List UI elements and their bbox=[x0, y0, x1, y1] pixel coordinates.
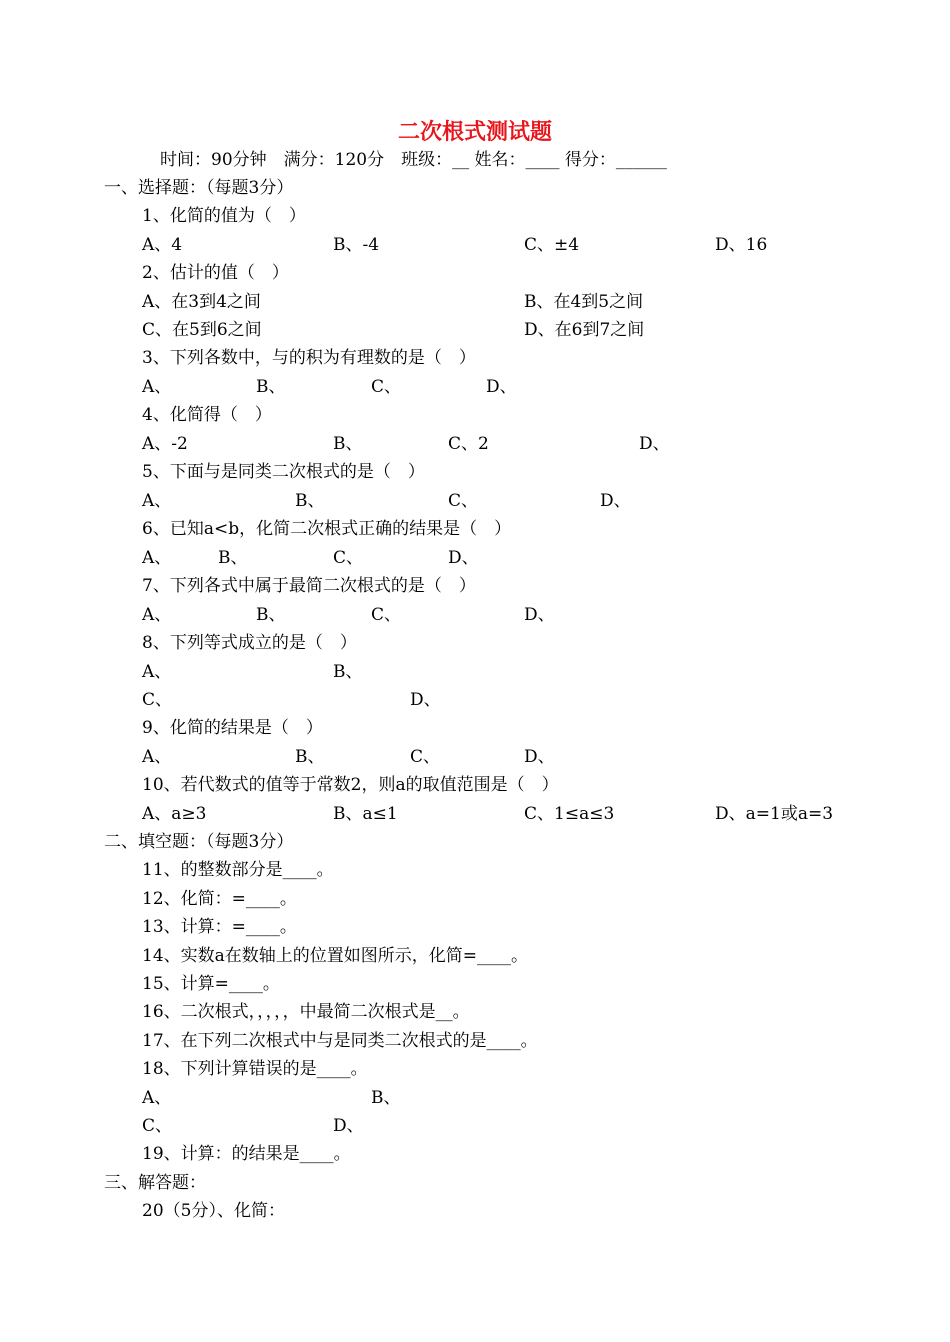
question-5: 5、下面与是同类二次根式的是（ ） bbox=[142, 462, 425, 482]
q10-option-c: C、1≤a≤3 bbox=[524, 804, 615, 824]
page-title: 二次根式测试题 bbox=[397, 119, 552, 145]
q9-option-b: B、 bbox=[295, 747, 325, 767]
q8-option-a: A、 bbox=[142, 662, 172, 682]
section-fill-heading: 二、填空题：（每题3分） bbox=[104, 832, 294, 852]
q6-option-d: D、 bbox=[448, 548, 479, 568]
q1-option-a: A、4 bbox=[142, 235, 183, 255]
question-7: 7、下列各式中属于最简二次根式的是（ ） bbox=[142, 576, 476, 596]
q1-option-d: D、16 bbox=[715, 235, 768, 255]
q5-option-d: D、 bbox=[600, 491, 631, 511]
q3-option-c: C、 bbox=[371, 377, 402, 397]
q4-option-b: B、 bbox=[333, 434, 363, 454]
section-choice-heading: 一、选择题：（每题3分） bbox=[104, 178, 294, 198]
q9-option-c: C、 bbox=[410, 747, 441, 767]
question-6: 6、已知a<b，化简二次根式正确的结果是（ ） bbox=[142, 519, 512, 539]
q10-option-d: D、a=1或a=3 bbox=[715, 804, 834, 824]
q18-option-a: A、 bbox=[142, 1088, 172, 1108]
q7-option-c: C、 bbox=[371, 605, 402, 625]
question-1: 1、化简的值为（ ） bbox=[142, 206, 306, 226]
q6-option-c: C、 bbox=[333, 548, 364, 568]
question-18: 18、下列计算错误的是____。 bbox=[142, 1059, 368, 1079]
q5-option-b: B、 bbox=[295, 491, 325, 511]
q4-option-c: C、2 bbox=[448, 434, 489, 454]
q8-option-b: B、 bbox=[333, 662, 363, 682]
question-15: 15、计算=____。 bbox=[142, 974, 280, 994]
q7-option-d: D、 bbox=[524, 605, 555, 625]
question-2: 2、估计的值（ ） bbox=[142, 263, 289, 283]
q1-option-b: B、-4 bbox=[333, 235, 380, 255]
q1-option-c: C、±4 bbox=[524, 235, 580, 255]
question-11: 11、的整数部分是____。 bbox=[142, 860, 334, 880]
q2-option-d: D、在6到7之间 bbox=[524, 320, 645, 340]
question-10: 10、若代数式的值等于常数2，则a的取值范围是（ ） bbox=[142, 775, 559, 795]
q5-option-a: A、 bbox=[142, 491, 172, 511]
question-13: 13、计算：=____。 bbox=[142, 917, 297, 937]
question-17: 17、在下列二次根式中与是同类二次根式的是____。 bbox=[142, 1031, 538, 1051]
q8-option-c: C、 bbox=[142, 690, 173, 710]
q18-option-c: C、 bbox=[142, 1116, 173, 1136]
q3-option-a: A、 bbox=[142, 377, 172, 397]
q7-option-b: B、 bbox=[256, 605, 286, 625]
question-19: 19、计算：的结果是____。 bbox=[142, 1144, 351, 1164]
q3-option-d: D、 bbox=[486, 377, 517, 397]
q4-option-d: D、 bbox=[639, 434, 670, 454]
question-8: 8、下列等式成立的是（ ） bbox=[142, 633, 357, 653]
q18-option-d: D、 bbox=[333, 1116, 364, 1136]
q9-option-d: D、 bbox=[524, 747, 555, 767]
exam-info-line: 时间：90分钟 满分：120分 班级：__ 姓名：____ 得分：______ bbox=[160, 150, 667, 170]
question-20: 20（5分）、化简： bbox=[142, 1201, 285, 1221]
section-answer-heading: 三、解答题： bbox=[104, 1173, 206, 1193]
q6-option-a: A、 bbox=[142, 548, 172, 568]
q7-option-a: A、 bbox=[142, 605, 172, 625]
q2-option-c: C、在5到6之间 bbox=[142, 320, 262, 340]
q9-option-a: A、 bbox=[142, 747, 172, 767]
question-4: 4、化简得（ ） bbox=[142, 405, 272, 425]
q5-option-c: C、 bbox=[448, 491, 479, 511]
q8-option-d: D、 bbox=[410, 690, 441, 710]
question-16: 16、二次根式，，，，，中最简二次根式是__。 bbox=[142, 1002, 470, 1022]
q6-option-b: B、 bbox=[218, 548, 248, 568]
question-9: 9、化简的结果是（ ） bbox=[142, 718, 323, 738]
q2-option-b: B、在4到5之间 bbox=[524, 292, 644, 312]
q4-option-a: A、-2 bbox=[142, 434, 188, 454]
question-12: 12、化简：=____。 bbox=[142, 889, 297, 909]
q18-option-b: B、 bbox=[371, 1088, 401, 1108]
q3-option-b: B、 bbox=[256, 377, 286, 397]
q10-option-a: A、a≥3 bbox=[142, 804, 207, 824]
question-14: 14、实数a在数轴上的位置如图所示，化简=____。 bbox=[142, 946, 529, 966]
q2-option-a: A、在3到4之间 bbox=[142, 292, 261, 312]
q10-option-b: B、a≤1 bbox=[333, 804, 398, 824]
question-3: 3、下列各数中，与的积为有理数的是（ ） bbox=[142, 348, 476, 368]
